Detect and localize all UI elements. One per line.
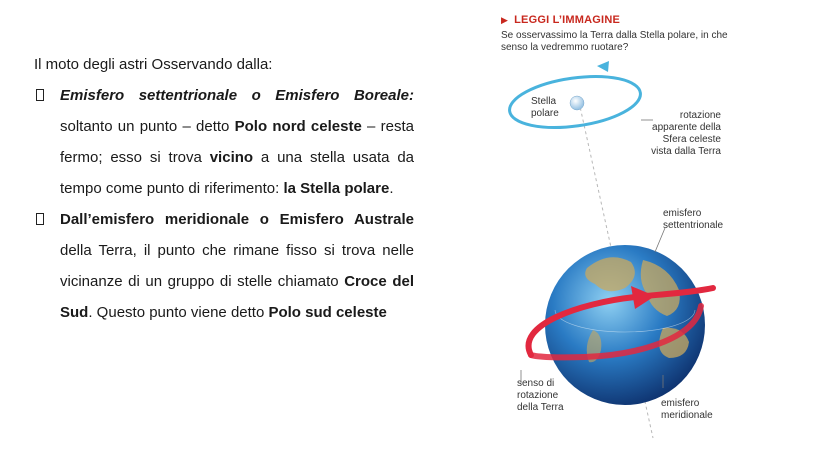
vicino-term: vicino (209, 149, 254, 166)
polo-sud-term: Polo sud celeste (268, 304, 387, 321)
bullet-northern-text-3: a una stella usata da tempo come punto di riferimento: (60, 149, 415, 197)
bullet-northern (34, 80, 414, 204)
intro-line: Il moto degli astri Osservando dalla: (34, 56, 273, 73)
bullet-southern-lead: Dall’emisfero meridionale o Emisfero Australe (60, 211, 414, 228)
play-triangle-icon: ▶ (501, 15, 509, 25)
polo-nord-term: Polo nord celeste (234, 118, 362, 135)
bullet-southern-text-1: della Terra, il punto che rimane fisso si trova nelle vicinanze di un gruppo di stelle chiamato (60, 242, 414, 290)
figure-heading-text: LEGGI L’IMMAGINE (514, 14, 620, 26)
bullet-southern-text-2: . Questo punto viene detto (88, 304, 269, 321)
label-emisfero-meridionale: emisfero meridionale (661, 398, 713, 421)
earth-rotation-figure (495, 10, 825, 460)
label-senso-rotazione: senso di rotazione della Terra (517, 378, 564, 413)
label-emisfero-settentrionale: emisfero settentrionale (663, 208, 724, 231)
slide-text (34, 49, 414, 328)
label-stella-polare: Stella polare (531, 96, 559, 119)
bullet-northern-text-2: – resta fermo; esso si trova (60, 118, 414, 166)
croce-del-sud-term: Croce del Sud (60, 273, 414, 321)
label-rotazione-apparente: rotazione apparente della Sfera celeste vista dalla Terra (651, 110, 721, 157)
bullet-northern-lead: Emisfero settentrionale o Emisfero Boreale: (60, 87, 414, 104)
figure-question: Se osservassimo la Terra dalla Stella polare, in che senso la vedremmo ruotare? (501, 30, 728, 53)
bullet-northern-text-4: . (389, 180, 394, 197)
bullet-southern (34, 204, 414, 328)
bullet-northern-text-1: soltanto un punto – detto (60, 118, 235, 135)
bullet-box-icon (36, 89, 44, 101)
stella-polare-term: la Stella polare (283, 180, 390, 197)
bullet-box-icon (36, 213, 44, 225)
figure-heading (501, 14, 620, 26)
